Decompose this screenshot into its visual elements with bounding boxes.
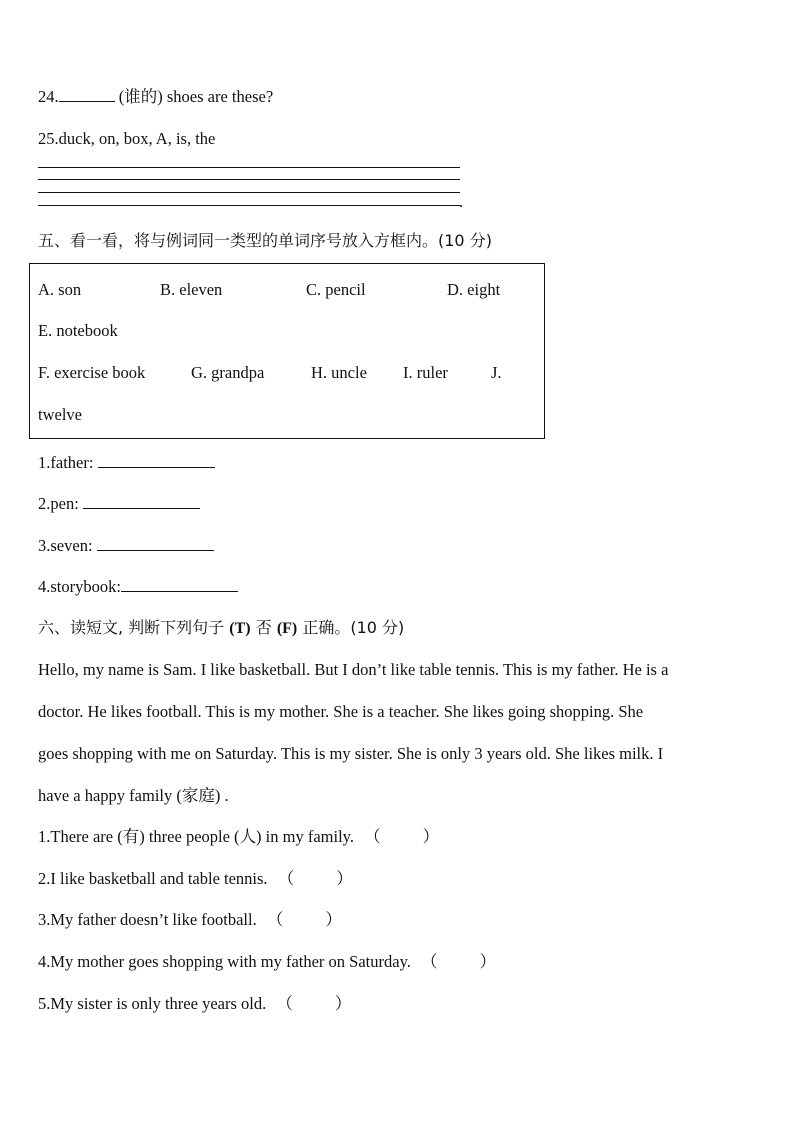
statement-4 (38, 952, 496, 972)
statement-5 (38, 994, 351, 1014)
statement-text: 1.There are (有) three people (人) in my family. (38, 827, 354, 846)
passage-line: goes shopping with me on Saturday. This is my sister. She is only 3 years old. She likes milk. I (38, 744, 664, 763)
true-mark: (T) (229, 620, 251, 637)
statement-2 (38, 869, 353, 889)
option-j-word: twelve (38, 405, 82, 424)
passage-line: Hello, my name is Sam. I like basketball. But I don’t like table tennis. This is my father. He is a (38, 660, 669, 679)
statement-3 (38, 910, 342, 930)
answer-blank[interactable] (98, 453, 215, 468)
answer-blank[interactable] (83, 494, 200, 509)
option-c: C. pencil (306, 280, 366, 299)
option-h: H. uncle (311, 363, 367, 382)
question-25: 25.duck, on, box, A, is, the (38, 129, 216, 148)
item-label: 2.pen: (38, 494, 79, 513)
statement-text: 4.My mother goes shopping with my father on Saturday. (38, 952, 411, 971)
item-2 (38, 494, 200, 514)
question-number: 24. (38, 87, 59, 106)
end-period: . (459, 192, 464, 211)
passage-line: have a happy family (家庭) . (38, 786, 229, 805)
writing-line[interactable] (38, 179, 460, 180)
option-a: A. son (38, 280, 82, 299)
item-label: 4.storybook: (38, 577, 121, 596)
passage-line: doctor. He likes football. This is my mother. She is a teacher. She likes going shopping. She (38, 702, 644, 721)
writing-line[interactable] (38, 192, 460, 193)
item-1 (38, 453, 215, 473)
answer-blank[interactable] (121, 577, 238, 592)
option-i: I. ruler (403, 363, 448, 382)
section-5-heading: 五、看一看，将与例词同一类型的单词序号放入方框内。(10 分) (38, 231, 492, 250)
answer-bracket[interactable]: （ ） (277, 869, 353, 888)
item-label: 3.seven: (38, 536, 93, 555)
answer-bracket[interactable]: （ ） (266, 910, 342, 929)
heading-part: 六、读短文, 判断下列句子 (38, 618, 225, 637)
option-j: J. (491, 363, 502, 382)
section-6-heading (38, 618, 404, 639)
option-f: F. exercise book (38, 363, 146, 382)
item-label: 1.father: (38, 453, 94, 472)
question-text: shoes are these? (166, 87, 274, 106)
statement-1 (38, 827, 439, 847)
statement-text: 3.My father doesn’t like football. (38, 910, 257, 929)
chinese-hint: (谁的) (118, 87, 163, 106)
item-4 (38, 577, 238, 597)
answer-bracket[interactable]: （ ） (276, 994, 352, 1013)
item-3 (38, 536, 214, 556)
answer-blank[interactable] (97, 536, 214, 551)
answer-bracket[interactable]: （ ） (364, 827, 440, 846)
option-e: E. notebook (38, 321, 118, 340)
writing-line[interactable] (38, 167, 460, 168)
answer-blank[interactable] (59, 87, 115, 102)
option-g: G. grandpa (191, 363, 265, 382)
question-24 (38, 87, 273, 107)
false-mark: (F) (276, 620, 298, 637)
statement-text: 2.I like basketball and table tennis. (38, 869, 268, 888)
heading-part: 否 (255, 618, 272, 637)
answer-bracket[interactable]: （ ） (421, 952, 497, 971)
statement-text: 5.My sister is only three years old. (38, 994, 267, 1013)
option-b: B. eleven (160, 280, 223, 299)
writing-line[interactable] (38, 205, 460, 206)
heading-part: 正确。(10 分) (302, 618, 405, 637)
option-d: D. eight (447, 280, 501, 299)
